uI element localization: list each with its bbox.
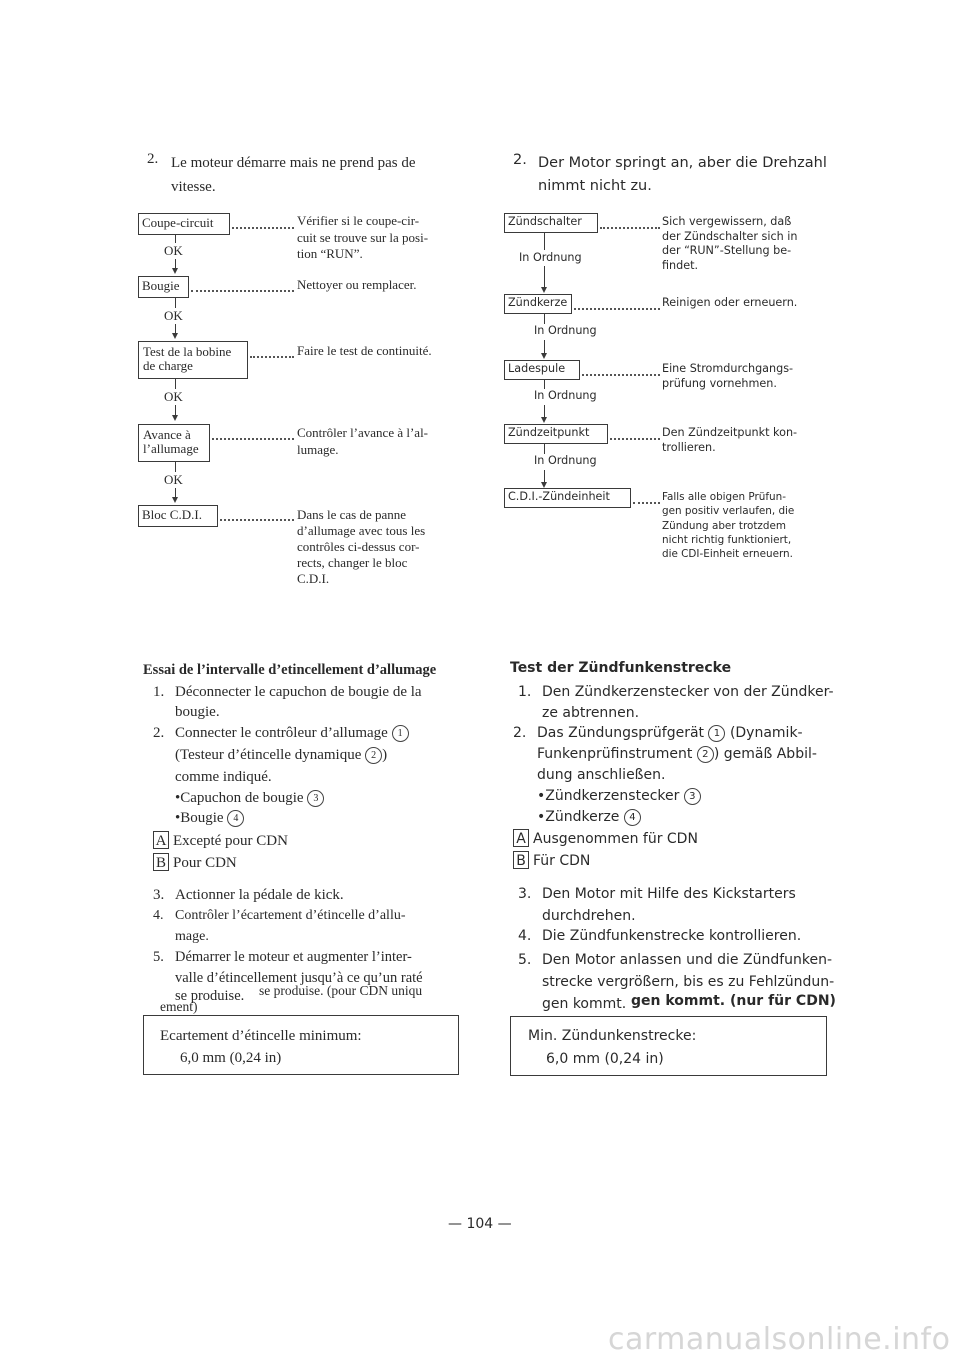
fr-flow-arrow: [172, 333, 178, 339]
de-step-1: 1. Den Zündkerzenstecker von der Zündker- ze abtrennen.: [518, 684, 834, 721]
fr-figure-labels: A Excepté pour CDN B Pour CDN: [153, 830, 288, 874]
fr-flow-box-cdi: Bloc C.D.I.: [138, 505, 218, 527]
fr-header-number: 2.: [147, 151, 159, 167]
de-flow-ok-2: In Ordnung: [534, 324, 597, 337]
de-flow-box-ladespule: Ladespule: [504, 360, 580, 380]
fr-flow-note-1: Vérifier si le coupe-cir- cuit se trouve sur la posi- tion “RUN”.: [297, 213, 429, 262]
de-spec-box: [510, 1016, 827, 1076]
fr-step-1: 1. Déconnecter le capuchon de bougie de la bougie.: [153, 684, 422, 720]
de-flow-box-zuendschalter: Zündschalter: [504, 213, 598, 233]
fr-flow-note-5: Dans le cas de panne d’allumage avec tous les contrôles ci-dessus cor- rects, changer le bloc C.D.I.: [297, 507, 426, 587]
de-step-4: 4. Die Zündfunkenstrecke kontrollieren.: [518, 928, 802, 944]
de-flow-leader: [574, 308, 660, 310]
fr-step-5: 5. Démarrer le moteur et augmenter l’inter- valle d’étincellement jusqu’à ce qu’un raté: [153, 949, 423, 986]
de-flow-ok-1: In Ordnung: [519, 251, 582, 264]
de-flow-leader: [600, 227, 660, 229]
fr-flow-box-bougie: Bougie: [138, 276, 189, 298]
fr-flow-ok-1: OK: [164, 243, 183, 258]
callout-3-icon: 3: [684, 788, 701, 805]
fr-flow-box-coupe-circuit: Coupe-circuit: [138, 213, 230, 235]
fr-spec-box: [143, 1015, 459, 1075]
watermark: carmanualsonline.info: [608, 1322, 951, 1357]
de-section-title: Test der Zündfunkenstrecke: [510, 660, 732, 676]
label-a-icon: A: [513, 829, 529, 847]
fr-flow-box-avance: Avance à l’allumage: [138, 424, 210, 462]
de-flow-arrow: [541, 353, 547, 359]
label-b-icon: B: [513, 851, 529, 869]
callout-4-icon: 4: [227, 810, 244, 827]
fr-flow-note-4: Contrôler l’avance à l’al- lumage.: [297, 425, 429, 457]
fr-flow-arrow: [172, 268, 178, 274]
de-flow-note-2: Reinigen oder erneuern.: [662, 296, 798, 309]
callout-1-icon: 1: [708, 725, 725, 742]
fr-step-5-overlay-2: ement): [160, 999, 198, 1014]
fr-step-5-overlay: se produise. (pour CDN uniqu: [259, 983, 423, 998]
fr-flow-box-bobine: Test de la bobine de charge: [138, 341, 248, 379]
de-spec-label: Min. Zündunkenstrecke:: [528, 1028, 697, 1044]
de-flow-leader: [633, 502, 660, 504]
de-step-3: 3. Den Motor mit Hilfe des Kickstarters durchdrehen.: [518, 886, 796, 924]
fr-flow-ok-3: OK: [164, 389, 183, 404]
de-flow-note-1: Sich vergewissern, daß der Zündschalter sich in der “RUN”-Stellung be- findet.: [662, 215, 798, 272]
fr-section-title: Essai de l’intervalle d’etincellement d’allumage: [143, 662, 437, 678]
de-flow-ok-3: In Ordnung: [534, 389, 597, 402]
fr-step-3: 3. Actionner la pédale de kick.: [153, 887, 344, 903]
fr-header-title: Le moteur démarre mais ne prend pas de vitesse.: [171, 155, 416, 195]
de-spec-value: 6,0 mm (0,24 in): [546, 1051, 664, 1067]
de-flow-leader: [610, 438, 660, 440]
fr-spec-value: 6,0 mm (0,24 in): [180, 1050, 282, 1066]
fr-flow-arrow: [172, 497, 178, 503]
callout-2-icon: 2: [697, 746, 714, 763]
de-flow-box-cdi: C.D.I.-Zündeinheit: [504, 488, 631, 508]
fr-spec-label: Ecartement d’étincelle minimum:: [160, 1028, 362, 1044]
fr-parts-list: •Capuchon de bougie 3 •Bougie 4: [175, 788, 324, 828]
de-step-5: 5. Den Motor anlassen und die Zündfunken- strecke vergrößern, bis es zu Fehlzündun- gen kommt.: [518, 952, 835, 1012]
fr-step-5-last: se produise.: [175, 988, 245, 1004]
de-flow-box-zuendzeitpunkt: Zündzeitpunkt: [504, 424, 608, 444]
de-flow-box-zuendkerze: Zündkerze: [504, 294, 572, 314]
fr-flow-note-2: Nettoyer ou remplacer.: [297, 277, 417, 292]
de-figure-labels: A Ausgenommen für CDN B Für CDN: [513, 828, 698, 872]
de-flow-leader: [582, 374, 660, 376]
de-header-number: 2.: [513, 152, 527, 168]
fr-flow-leader: [250, 356, 294, 358]
fr-flow-leader: [232, 227, 294, 229]
de-parts-list: •Zündkerzenstecker 3 •Zündkerze 4: [537, 786, 701, 828]
fr-step-4: 4. Contrôler l’écartement d’étincelle d’allu- mage.: [153, 908, 406, 944]
label-b-icon: B: [153, 853, 169, 871]
fr-flow-note-3: Faire le test de continuité.: [297, 343, 432, 358]
fr-flow-ok-2: OK: [164, 308, 183, 323]
fr-step-2: 2. Connecter le contrôleur d’allumage 1 (Testeur d’étincelle dynamique 2 ) comme indiqué.: [153, 722, 164, 744]
fr-flow-leader: [220, 519, 294, 521]
de-flow-ok-4: In Ordnung: [534, 454, 597, 467]
page-number: — 104 —: [448, 1216, 512, 1232]
de-step-2: 2. Das Zündungsprüfgerät 1 (Dynamik- Funkenprüfinstrument 2 ) gemäß Abbil- dung anschließen.: [513, 725, 817, 783]
fr-flow-leader: [191, 290, 294, 292]
de-flow-note-3: Eine Stromdurchgangs- prüfung vornehmen.: [662, 362, 794, 390]
callout-4-icon: 4: [624, 809, 641, 826]
de-flow-note-5: Falls alle obigen Prüfun- gen positiv verlaufen, die Zündung aber trotzdem nicht richtig funktioniert, die CDI-Einheit erneuern.: [662, 491, 795, 561]
fr-flow-ok-4: OK: [164, 472, 183, 487]
label-a-icon: A: [153, 831, 169, 849]
de-header-title: Der Motor springt an, aber die Drehzahl nimmt nicht zu.: [538, 155, 827, 194]
de-flow-note-4: Den Zündzeitpunkt kon- trollieren.: [662, 426, 798, 454]
de-flow-arrow: [541, 417, 547, 423]
callout-2-icon: 2: [365, 747, 382, 764]
de-flow-arrow: [541, 287, 547, 293]
fr-flow-leader: [212, 438, 294, 440]
de-step-5-overlay: gen kommt. (nur für CDN): [631, 993, 836, 1009]
fr-flow-arrow: [172, 415, 178, 421]
callout-1-icon: 1: [392, 725, 409, 742]
callout-3-icon: 3: [307, 790, 324, 807]
